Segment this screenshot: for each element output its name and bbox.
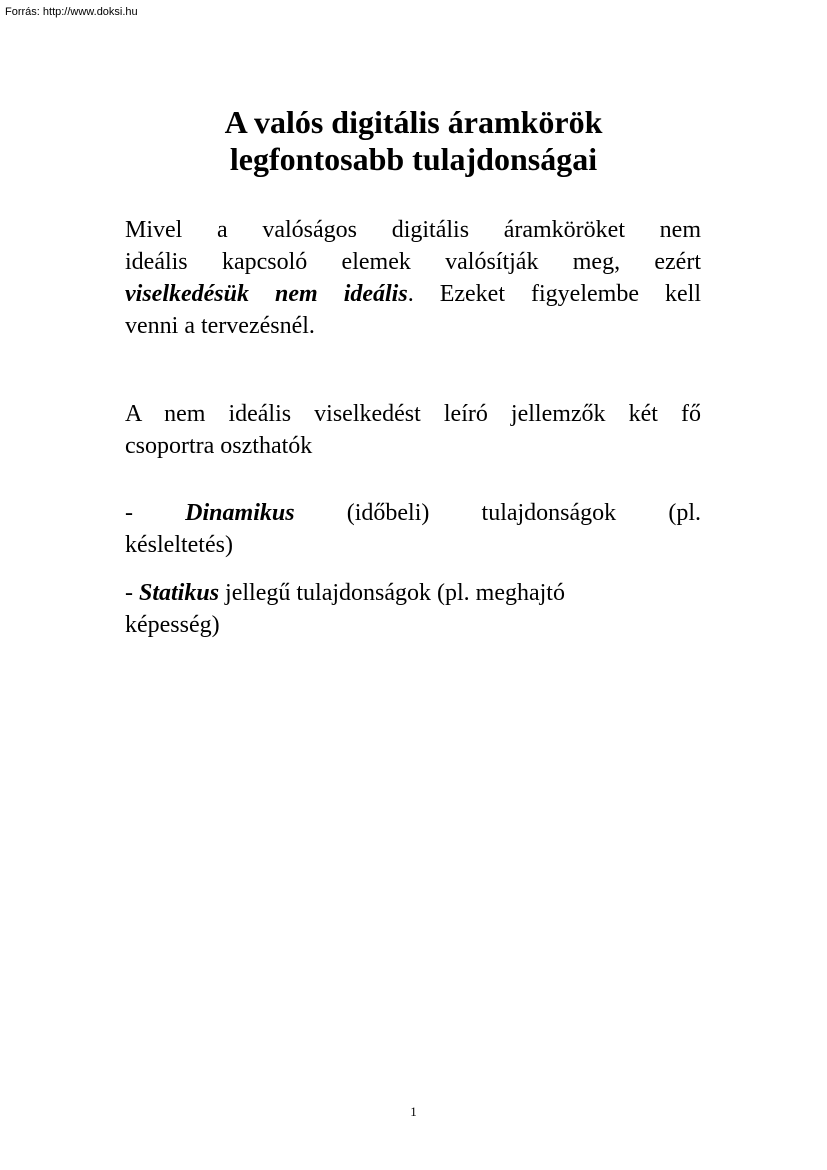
dynamic-rest: (időbeli) tulajdonságok (pl. — [346, 500, 702, 526]
intro-line-1: Mivel a valóságos digitális áramköröket nem — [125, 217, 701, 243]
intro-line-4: venni a tervezésnél. — [125, 313, 315, 339]
intro-line-3-rest: . Ezeket figyelembe kell — [407, 281, 701, 307]
page-title — [0, 104, 827, 178]
dynamic-keyword: Dinamikus — [185, 500, 295, 526]
intro-line-3 — [125, 278, 701, 310]
categories-line-1: A nem ideális viselkedést leíró jellemzők két fő — [125, 401, 701, 427]
intro-line-2: ideális kapcsoló elemek valósítják meg, ezért — [125, 249, 701, 275]
dynamic-item — [125, 497, 701, 561]
dynamic-dash: - — [125, 500, 133, 526]
page-number: 1 — [410, 1104, 417, 1119]
dynamic-item-line-1 — [125, 497, 701, 529]
static-item — [125, 577, 701, 641]
dynamic-item-line-2: késleltetés) — [125, 532, 233, 558]
categories-paragraph — [125, 398, 701, 462]
title-line-2: legfontosabb tulajdonságai — [229, 141, 598, 177]
static-item-line-1 — [125, 577, 701, 609]
intro-emphasis: viselkedésük nem ideális — [125, 281, 408, 307]
intro-paragraph — [125, 214, 701, 342]
source-label: Forrás: http://www.doksi.hu — [5, 6, 138, 18]
static-dash: - — [125, 580, 139, 606]
static-keyword: Statikus — [139, 580, 220, 606]
categories-line-2: csoportra oszthatók — [125, 433, 313, 459]
static-rest: jellegű tulajdonságok (pl. meghajtó — [219, 580, 565, 606]
static-item-line-2: képesség) — [125, 612, 220, 638]
title-line-1: A valós digitális áramkörök — [224, 104, 603, 140]
